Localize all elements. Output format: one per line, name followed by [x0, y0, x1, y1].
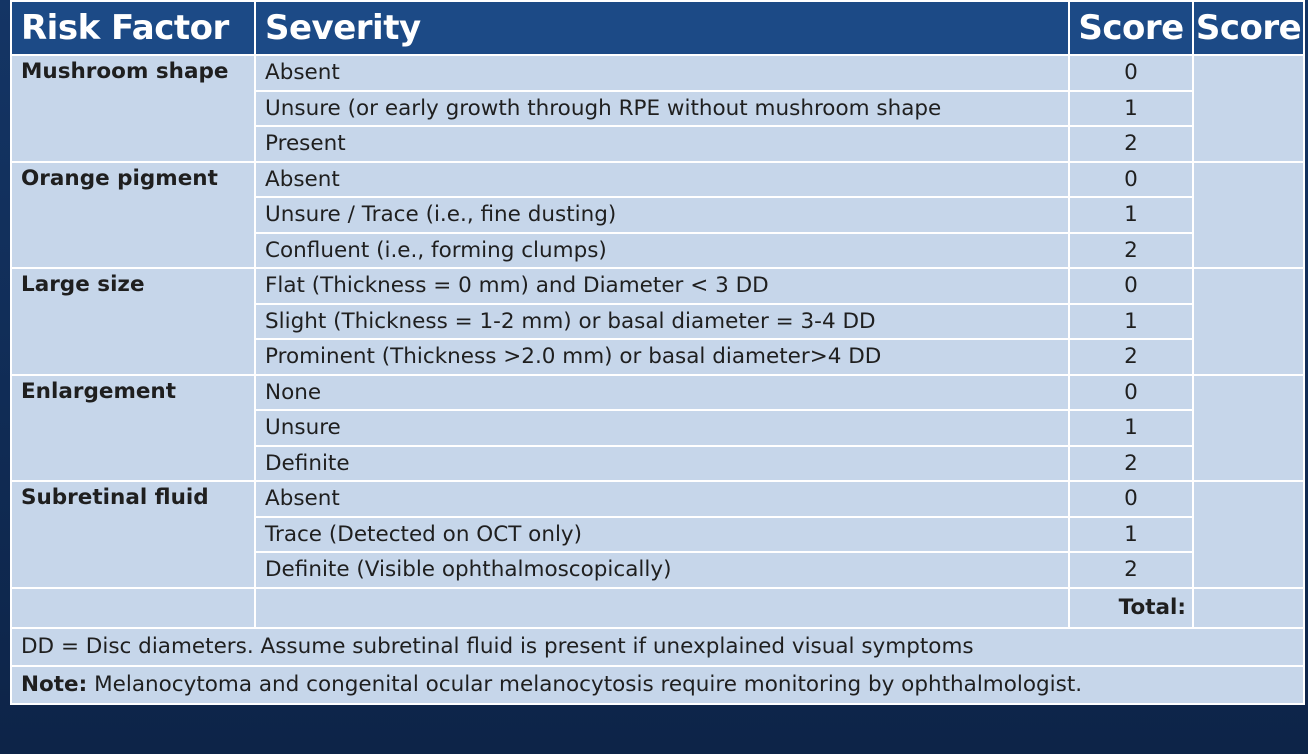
table-row: [11, 55, 1304, 91]
severity-cell: Absent: [255, 162, 1069, 198]
severity-cell: Unsure / Trace (i.e., fine dusting): [255, 197, 1069, 233]
score-cell: 1: [1069, 517, 1193, 553]
score-cell: 0: [1069, 162, 1193, 198]
patient-score-cell[interactable]: [1193, 55, 1304, 162]
score-cell: 2: [1069, 446, 1193, 482]
total-label: Total:: [1069, 588, 1193, 628]
total-row-empty-factor: [11, 588, 255, 628]
severity-cell: Trace (Detected on OCT only): [255, 517, 1069, 553]
severity-cell: Present: [255, 126, 1069, 162]
score-cell: 2: [1069, 233, 1193, 269]
factor-mushroom-shape: Mushroom shape: [11, 55, 255, 162]
header-score-patient: Score: [1193, 1, 1304, 55]
footnote: DD = Disc diameters. Assume subretinal fluid is present if unexplained visual symptoms: [11, 628, 1304, 666]
total-row: [11, 588, 1304, 628]
note-row: [11, 666, 1304, 704]
score-cell: 1: [1069, 197, 1193, 233]
score-cell: 2: [1069, 552, 1193, 588]
patient-score-cell[interactable]: [1193, 268, 1304, 375]
header-severity: Severity: [255, 1, 1069, 55]
note-label: Note:: [21, 672, 88, 697]
factor-orange-pigment: Orange pigment: [11, 162, 255, 269]
header-risk-factor: Risk Factor: [11, 1, 255, 55]
severity-cell: Unsure (or early growth through RPE without mushroom shape: [255, 91, 1069, 127]
factor-subretinal-fluid: Subretinal fluid: [11, 481, 255, 588]
header-score: Score: [1069, 1, 1193, 55]
total-score-cell[interactable]: [1193, 588, 1304, 628]
patient-score-cell[interactable]: [1193, 375, 1304, 482]
severity-cell: Flat (Thickness = 0 mm) and Diameter < 3 DD: [255, 268, 1069, 304]
score-cell: 0: [1069, 481, 1193, 517]
table-header-row: [11, 1, 1304, 55]
score-cell: 1: [1069, 91, 1193, 127]
table-row: [11, 375, 1304, 411]
note-text: Melanocytoma and congenital ocular melanocytosis require monitoring by ophthalmologist.: [87, 672, 1083, 697]
table-row: [11, 268, 1304, 304]
factor-enlargement: Enlargement: [11, 375, 255, 482]
factor-large-size: Large size: [11, 268, 255, 375]
score-cell: 2: [1069, 126, 1193, 162]
severity-cell: Confluent (i.e., forming clumps): [255, 233, 1069, 269]
severity-cell: Absent: [255, 481, 1069, 517]
severity-cell: Definite (Visible ophthalmoscopically): [255, 552, 1069, 588]
severity-cell: Slight (Thickness = 1-2 mm) or basal diameter = 3-4 DD: [255, 304, 1069, 340]
score-cell: 2: [1069, 339, 1193, 375]
risk-factor-table: [10, 0, 1305, 705]
severity-cell: Prominent (Thickness >2.0 mm) or basal diameter>4 DD: [255, 339, 1069, 375]
patient-score-cell[interactable]: [1193, 481, 1304, 588]
note: [11, 666, 1304, 704]
score-cell: 0: [1069, 268, 1193, 304]
score-cell: 0: [1069, 375, 1193, 411]
severity-cell: None: [255, 375, 1069, 411]
table-row: [11, 162, 1304, 198]
total-row-empty-severity: [255, 588, 1069, 628]
score-cell: 0: [1069, 55, 1193, 91]
table-body: [11, 55, 1304, 704]
severity-cell: Absent: [255, 55, 1069, 91]
table-row: [11, 481, 1304, 517]
score-cell: 1: [1069, 304, 1193, 340]
severity-cell: Unsure: [255, 410, 1069, 446]
score-cell: 1: [1069, 410, 1193, 446]
patient-score-cell[interactable]: [1193, 162, 1304, 269]
footnote-row: [11, 628, 1304, 666]
severity-cell: Definite: [255, 446, 1069, 482]
